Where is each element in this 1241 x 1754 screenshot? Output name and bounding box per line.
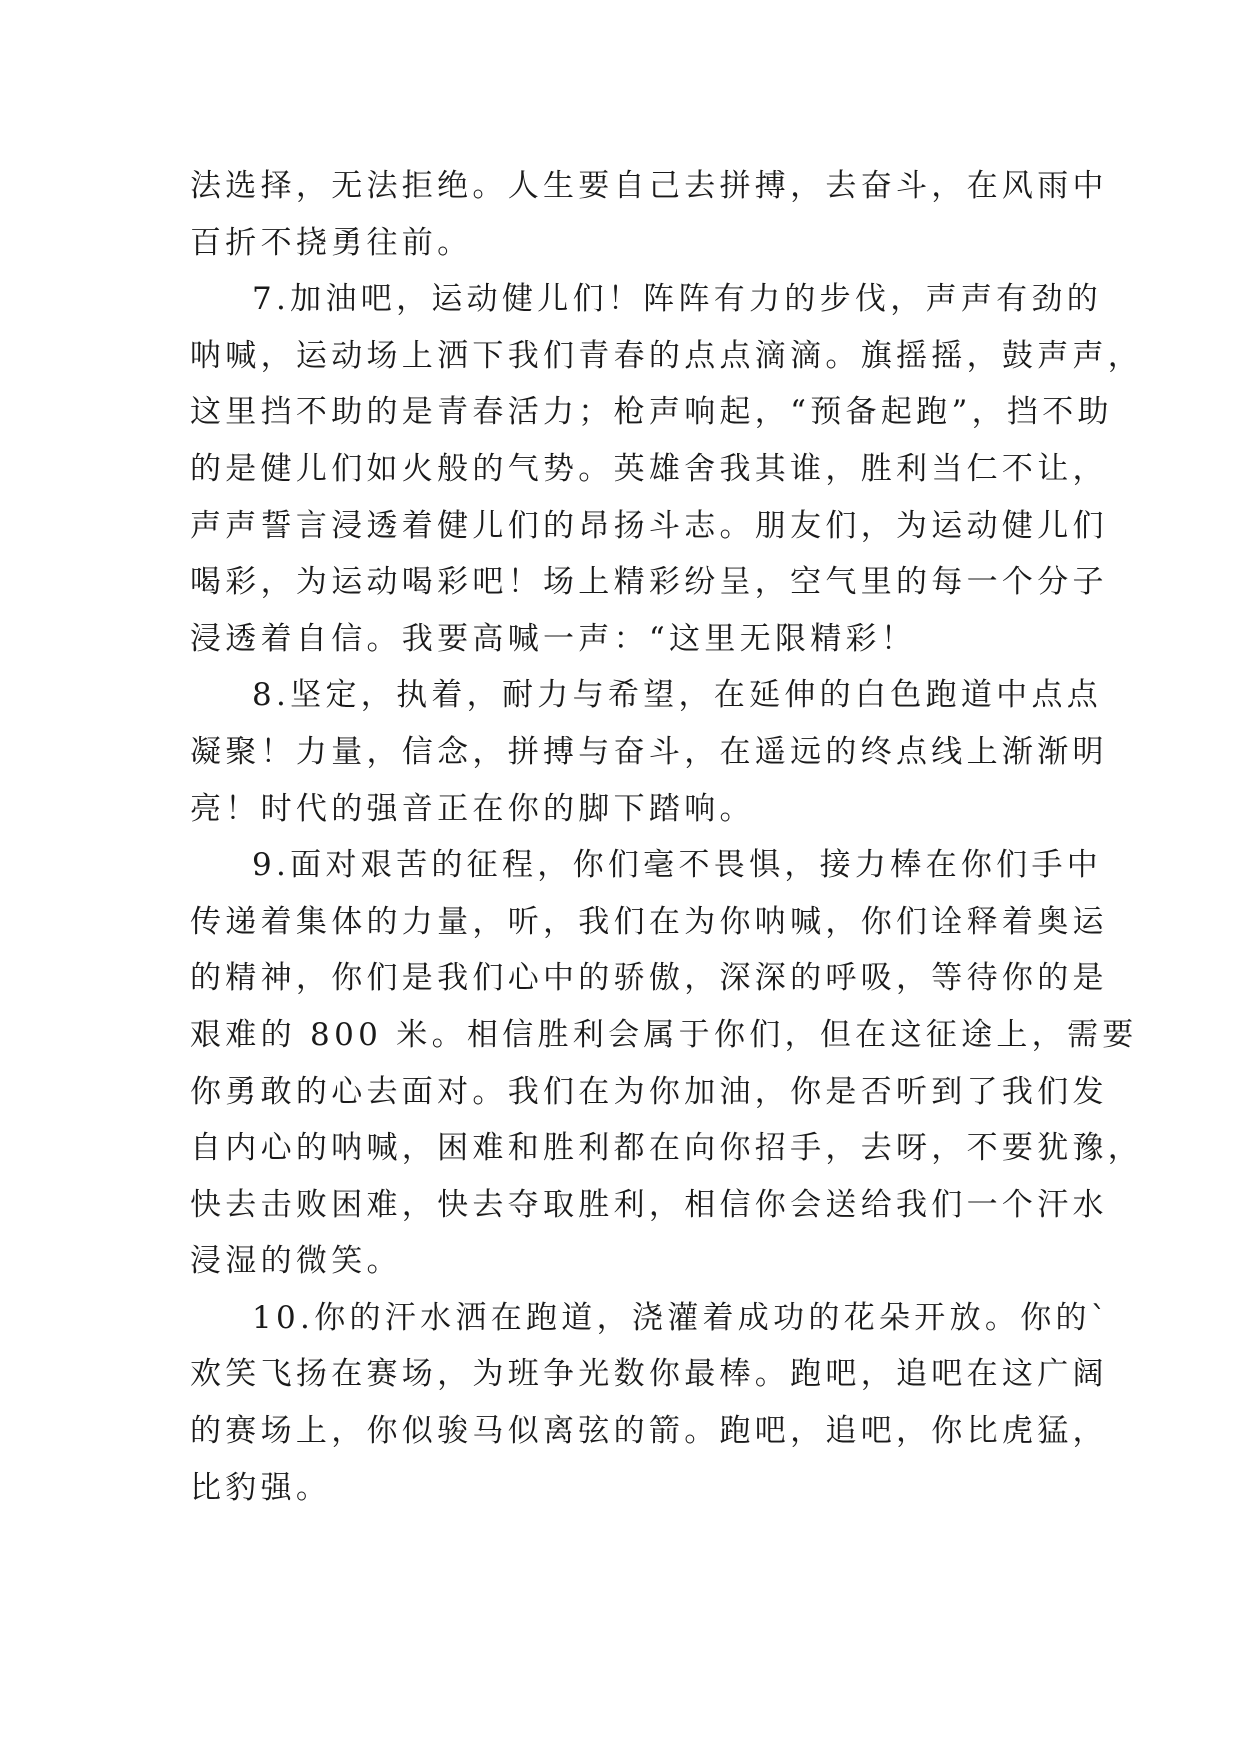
text-line: 你勇敢的心去面对。我们在为你加油，你是否听到了我们发 (190, 1073, 1108, 1110)
text-line: 呐喊，运动场上洒下我们青春的点点滴滴。旗摇摇，鼓声声， (190, 337, 1144, 374)
text-line: 10.你的汗水洒在跑道，浇灌着成功的花朵开放。你的` (252, 1299, 1111, 1336)
text-line: 7.加油吧，运动健儿们！阵阵有力的步伐，声声有劲的 (252, 281, 1103, 318)
text-line: 喝彩，为运动喝彩吧！场上精彩纷呈，空气里的每一个分子 (190, 564, 1108, 601)
text-line: 艰难的 800 米。相信胜利会属于你们，但在这征途上，需要 (190, 1016, 1138, 1053)
text-line: 凝聚！力量，信念，拼搏与奋斗，在遥远的终点线上渐渐明 (190, 733, 1108, 770)
document-body (190, 158, 1144, 1516)
text-line: 法选择，无法拒绝。人生要自己去拼搏，去奋斗，在风雨中 (190, 168, 1108, 204)
paragraph-8 (190, 667, 1108, 837)
paragraph-7 (190, 271, 1144, 667)
text-line: 8.坚定，执着，耐力与希望，在延伸的白色跑道中点点 (252, 677, 1103, 714)
text-line: 浸透着自信。我要高喊一声：“这里无限精彩！ (190, 620, 917, 657)
text-line: 这里挡不助的是青春活力；枪声响起，“预备起跑”，挡不助 (190, 394, 1113, 431)
paragraph-continued (190, 158, 1108, 271)
text-line: 亮！时代的强音正在你的脚下踏响。 (190, 790, 755, 827)
text-line: 的精神，你们是我们心中的骄傲，深深的呼吸，等待你的是 (190, 960, 1108, 997)
text-line: 9.面对艰苦的征程，你们毫不畏惧，接力棒在你们手中 (252, 847, 1103, 884)
text-line: 的是健儿们如火般的气势。英雄舍我其谁，胜利当仁不让， (190, 450, 1108, 487)
text-line: 比豹强。 (190, 1469, 332, 1506)
text-line: 欢笑飞扬在赛场，为班争光数你最棒。跑吧，追吧在这广阔 (190, 1356, 1108, 1393)
paragraph-10 (190, 1290, 1111, 1516)
text-line: 的赛场上，你似骏马似离弦的箭。跑吧，追吧，你比虎猛， (190, 1413, 1108, 1450)
text-line: 浸湿的微笑。 (190, 1243, 402, 1280)
text-line: 自内心的呐喊，困难和胜利都在向你招手，去呀，不要犹豫， (190, 1130, 1144, 1167)
paragraph-9 (190, 837, 1144, 1290)
text-line: 声声誓言浸透着健儿们的昂扬斗志。朋友们，为运动健儿们 (190, 507, 1108, 544)
text-line: 百折不挠勇往前。 (190, 224, 473, 261)
text-line: 快去击败困难，快去夺取胜利，相信你会送给我们一个汗水 (190, 1186, 1108, 1223)
text-line: 传递着集体的力量，听，我们在为你呐喊，你们诠释着奥运 (190, 903, 1108, 940)
